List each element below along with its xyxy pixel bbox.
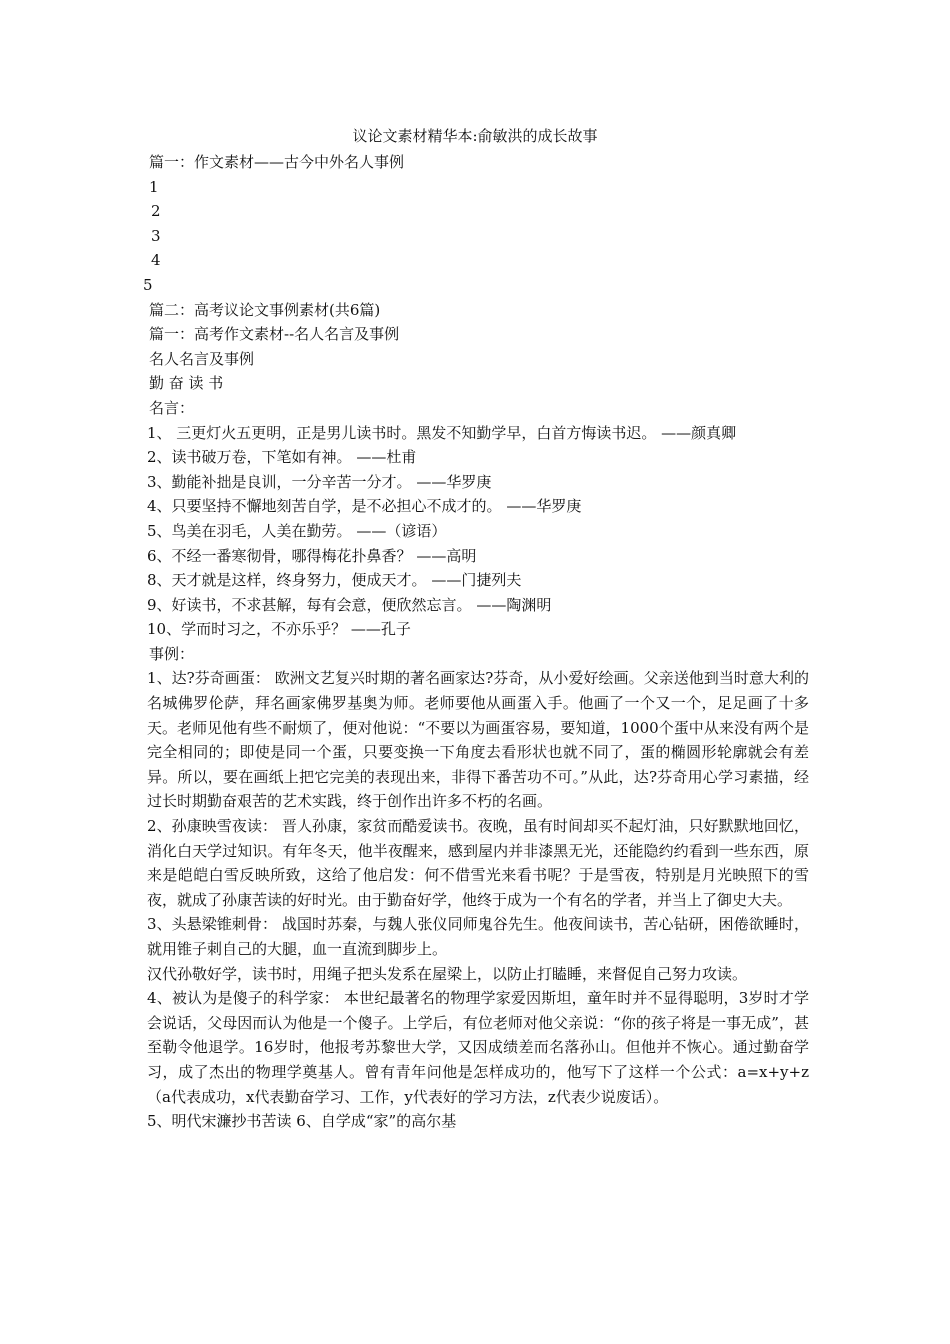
text-line: 篇二：高考议论文事例素材(共6篇) — [149, 300, 381, 319]
text-line: 篇一：高考作文素材--名人名言及事例 — [149, 325, 400, 344]
quote-line: 4、只要坚持不懈地刻苦自学，是不必担心不成才的。 ——华罗庚 — [147, 497, 582, 516]
quote-line: 10、学而时习之，不亦乐乎？ ——孔子 — [147, 620, 411, 639]
document-title: 议论文素材精华本:俞敏洪的成长故事 — [352, 127, 598, 145]
text-line: 5、明代宋濂抄书苦读 6、自学成“家”的高尔基 — [147, 1112, 457, 1131]
list-number: 4 — [151, 251, 161, 270]
quote-line: 6、不经一番寒彻骨，哪得梅花扑鼻香？ ——高明 — [147, 546, 477, 565]
section-heading: 勤 奋 读 书 — [149, 374, 224, 393]
document-body — [143, 150, 809, 1134]
quote-line: 5、鸟美在羽毛，人美在勤劳。 ——（谚语） — [147, 521, 447, 540]
example-paragraph: 2、孙康映雪夜读： 晋人孙康，家贫而酷爱读书。夜晚，虽有时间却买不起灯油，只好默默地回忆，消化白天学过知识。有年冬天，他半夜醒来，感到屋内并非漆黑无光，还能隐约约看到一些东西，原来是皑皑白雪反映所致，这给了他启发：何不借雪光来看书呢？于是雪夜，特别是月光映照下的雪夜，就成了孙康苦读的好时光。由于勤奋好学，他终于成为一个有名的学者，并当上了御史大夫。 — [147, 817, 809, 909]
example-paragraph: 4、被认为是傻子的科学家： 本世纪最著名的物理学家爱因斯坦，童年时并不显得聪明，3岁时才学会说话，父母因而认为他是一个傻子。上学后，有位老师对他父亲说：“你的孩子将是一事无成”，甚至勒令他退学。16岁时，他报考苏黎世大学，又因成绩差而名落孙山。但他并不恢心。通过勤奋学习，成了杰出的物理学奠基人。曾有青年问他是怎样成功的，他写下了这样一个公式：a=x+y+z（a代表成功，x代表勤奋学习、工作，y代表好的学习方法，z代表少说废话）。 — [147, 989, 809, 1106]
quote-line: 3、勤能补拙是良训，一分辛苦一分才。 ——华罗庚 — [147, 472, 492, 491]
text-line: 名人名言及事例 — [149, 349, 255, 368]
list-number: 2 — [151, 202, 161, 221]
example-paragraph: 1、达?芬奇画蛋： 欧洲文艺复兴时期的著名画家达?芬奇，从小爱好绘画。父亲送他到当时意大利的名城佛罗伦萨，拜名画家佛罗基奥为师。老师要他从画蛋入手。他画了一个又一个，足足画了十多天。老师见他有些不耐烦了，便对他说：“不要以为画蛋容易，要知道，1000个蛋中从来没有两个是完全相同的；即使是同一个蛋，只要变换一下角度去看形状也就不同了，蛋的椭圆形轮廓就会有差异。所以，要在画纸上把它完美的表现出来，非得下番苦功不可。”从此，达?芬奇用心学习素描，经过长时期勤奋艰苦的艺术实践，终于创作出许多不朽的名画。 — [147, 669, 809, 811]
text-line: 事例： — [149, 644, 195, 663]
text-line: 篇一：作文素材——古今中外名人事例 — [149, 153, 405, 171]
quote-line: 1、 三更灯火五更明，正是男儿读书时。黑发不知勤学早，白首方悔读书迟。 ——颜真卿 — [147, 423, 737, 442]
list-number: 1 — [149, 177, 159, 196]
quote-line: 9、好读书，不求甚解，每有会意，便欣然忘言。 ——陶渊明 — [147, 595, 552, 614]
quote-line: 2、读书破万卷，下笔如有神。 ——杜甫 — [147, 448, 417, 467]
text-line: 汉代孙敬好学，读书时，用绳子把头发系在屋梁上，以防止打瞌睡，来督促自己努力攻读。 — [147, 964, 748, 983]
text-line: 名言： — [149, 398, 195, 417]
list-number: 3 — [151, 226, 161, 245]
quote-line: 8、天才就是这样，终身努力，便成天才。 ——门捷列夫 — [147, 571, 522, 590]
list-number: 5 — [143, 275, 153, 294]
example-paragraph: 3、头悬梁锥刺骨： 战国时苏秦，与魏人张仪同师鬼谷先生。他夜间读书，苦心钻研，困倦欲睡时，就用锥子刺自己的大腿，血一直流到脚步上。 — [147, 915, 809, 958]
